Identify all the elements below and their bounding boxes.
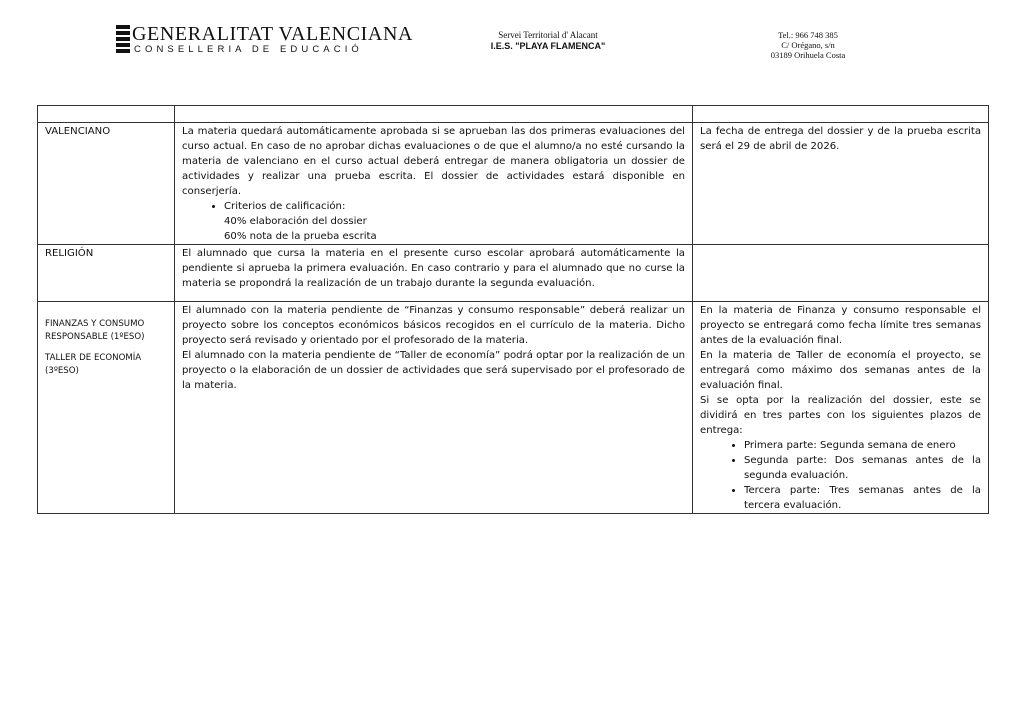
criteria-cell [175,123,693,245]
office-name: Servei Territorial d' Alacant [498,30,598,40]
criteria-text-2: El alumnado con la materia pendiente de “Taller de economía” podrá optar por la realización de un proyecto o la elaboración de un dossier de actividades que será supervisado por el profesorado de la materia. [182,350,685,391]
list-item: • Segunda parte: Dos semanas antes de la segunda evaluación. [744,453,981,483]
city: 03189 Orihuela Costa [770,50,846,60]
generalitat-logo [116,23,414,56]
deadline-text-3: Si se opta por la realización del dossier, este se dividirá en tres partes con los siguientes plazos de entrega: [700,395,981,436]
criteria-text-1: El alumnado con la materia pendiente de “Finanzas y consumo responsable” deberá realizar un proyecto sobre los conceptos económicos básicos recogidos en el currículo de la materia. Dicho proyecto será revisado y orientado por el profesorado de la materia. [182,305,685,346]
table-cell [38,106,175,123]
logo-title: GENERALITAT VALENCIANA [132,23,414,45]
table-row-finanzas [38,302,989,514]
list-item: • Criterios de calificación: [224,199,685,214]
subject-cell [38,245,175,302]
deadline-cell [693,123,989,245]
grading-list [182,199,685,214]
deadline-cell [693,302,989,514]
criteria-text: El alumnado que cursa la materia en el presente curso escolar aprobará automáticamente la pendiente si aprueba la primera evaluación. En caso contrario y para el alumnado que no curse la materia se propondrá la realización de un trabajo durante la segunda evaluación. [182,248,685,289]
pending-subjects-table [37,105,989,514]
list-item: • Primera parte: Segunda semana de enero [744,438,981,453]
grading-item-1: 40% elaboración del dossier [224,216,367,227]
table-cell [693,106,989,123]
subject-cell [38,123,175,245]
table-cell [175,106,693,123]
deadline-text-1: En la materia de Finanza y consumo responsable el proyecto se entregará como fecha límite tres semanas antes de la evaluación final. [700,305,981,346]
deadline-cell [693,245,989,302]
contact-block [748,30,868,60]
subject-religion: RELIGIÓN [45,248,94,259]
subject-finanzas: FINANZAS Y CONSUMO RESPONSABLE (1ºESO) [45,319,145,342]
criteria-cell [175,245,693,302]
subject-cell [38,302,175,514]
phone: Tel.: 966 748 385 [778,30,838,40]
delivery-parts-list [700,438,981,513]
school-name: I.E.S. "PLAYA FLAMENCA" [490,41,606,51]
criteria-cell [175,302,693,514]
street: C/ Orégano, s/n [781,40,835,50]
criteria-text: La materia quedará automáticamente aprobada si se aprueban las dos primeras evaluaciones del curso actual. En caso de no aprobar dichas evaluaciones o de que el alumno/a no esté cursando la materia de valenciano en el curso actual deberá entregar de manera obligatoria un dossier de actividades y realizar una prueba escrita. El dossier de actividades estará disponible en conserjería. [182,126,685,197]
subject-taller-economia: TALLER DE ECONOMÍA (3ºESO) [45,353,142,376]
deadline-text: La fecha de entrega del dossier y de la prueba escrita será el 29 de abril de 2026. [700,126,981,152]
list-item: • Tercera parte: Tres semanas antes de la tercera evaluación. [744,483,981,513]
school-header [468,30,628,52]
table-row-religion [38,245,989,302]
generalitat-emblem-icon [116,24,130,54]
table-row-valenciano [38,123,989,245]
logo-subtitle: CONSELLERIA DE EDUCACIÓ [134,44,363,55]
subject-valenciano: VALENCIANO [45,126,111,137]
table-row-empty [38,106,989,123]
grading-item-2: 60% nota de la prueba escrita [224,231,377,242]
deadline-text-2: En la materia de Taller de economía el proyecto, se entregará como máximo dos semanas antes de la evaluación final. [700,350,981,391]
